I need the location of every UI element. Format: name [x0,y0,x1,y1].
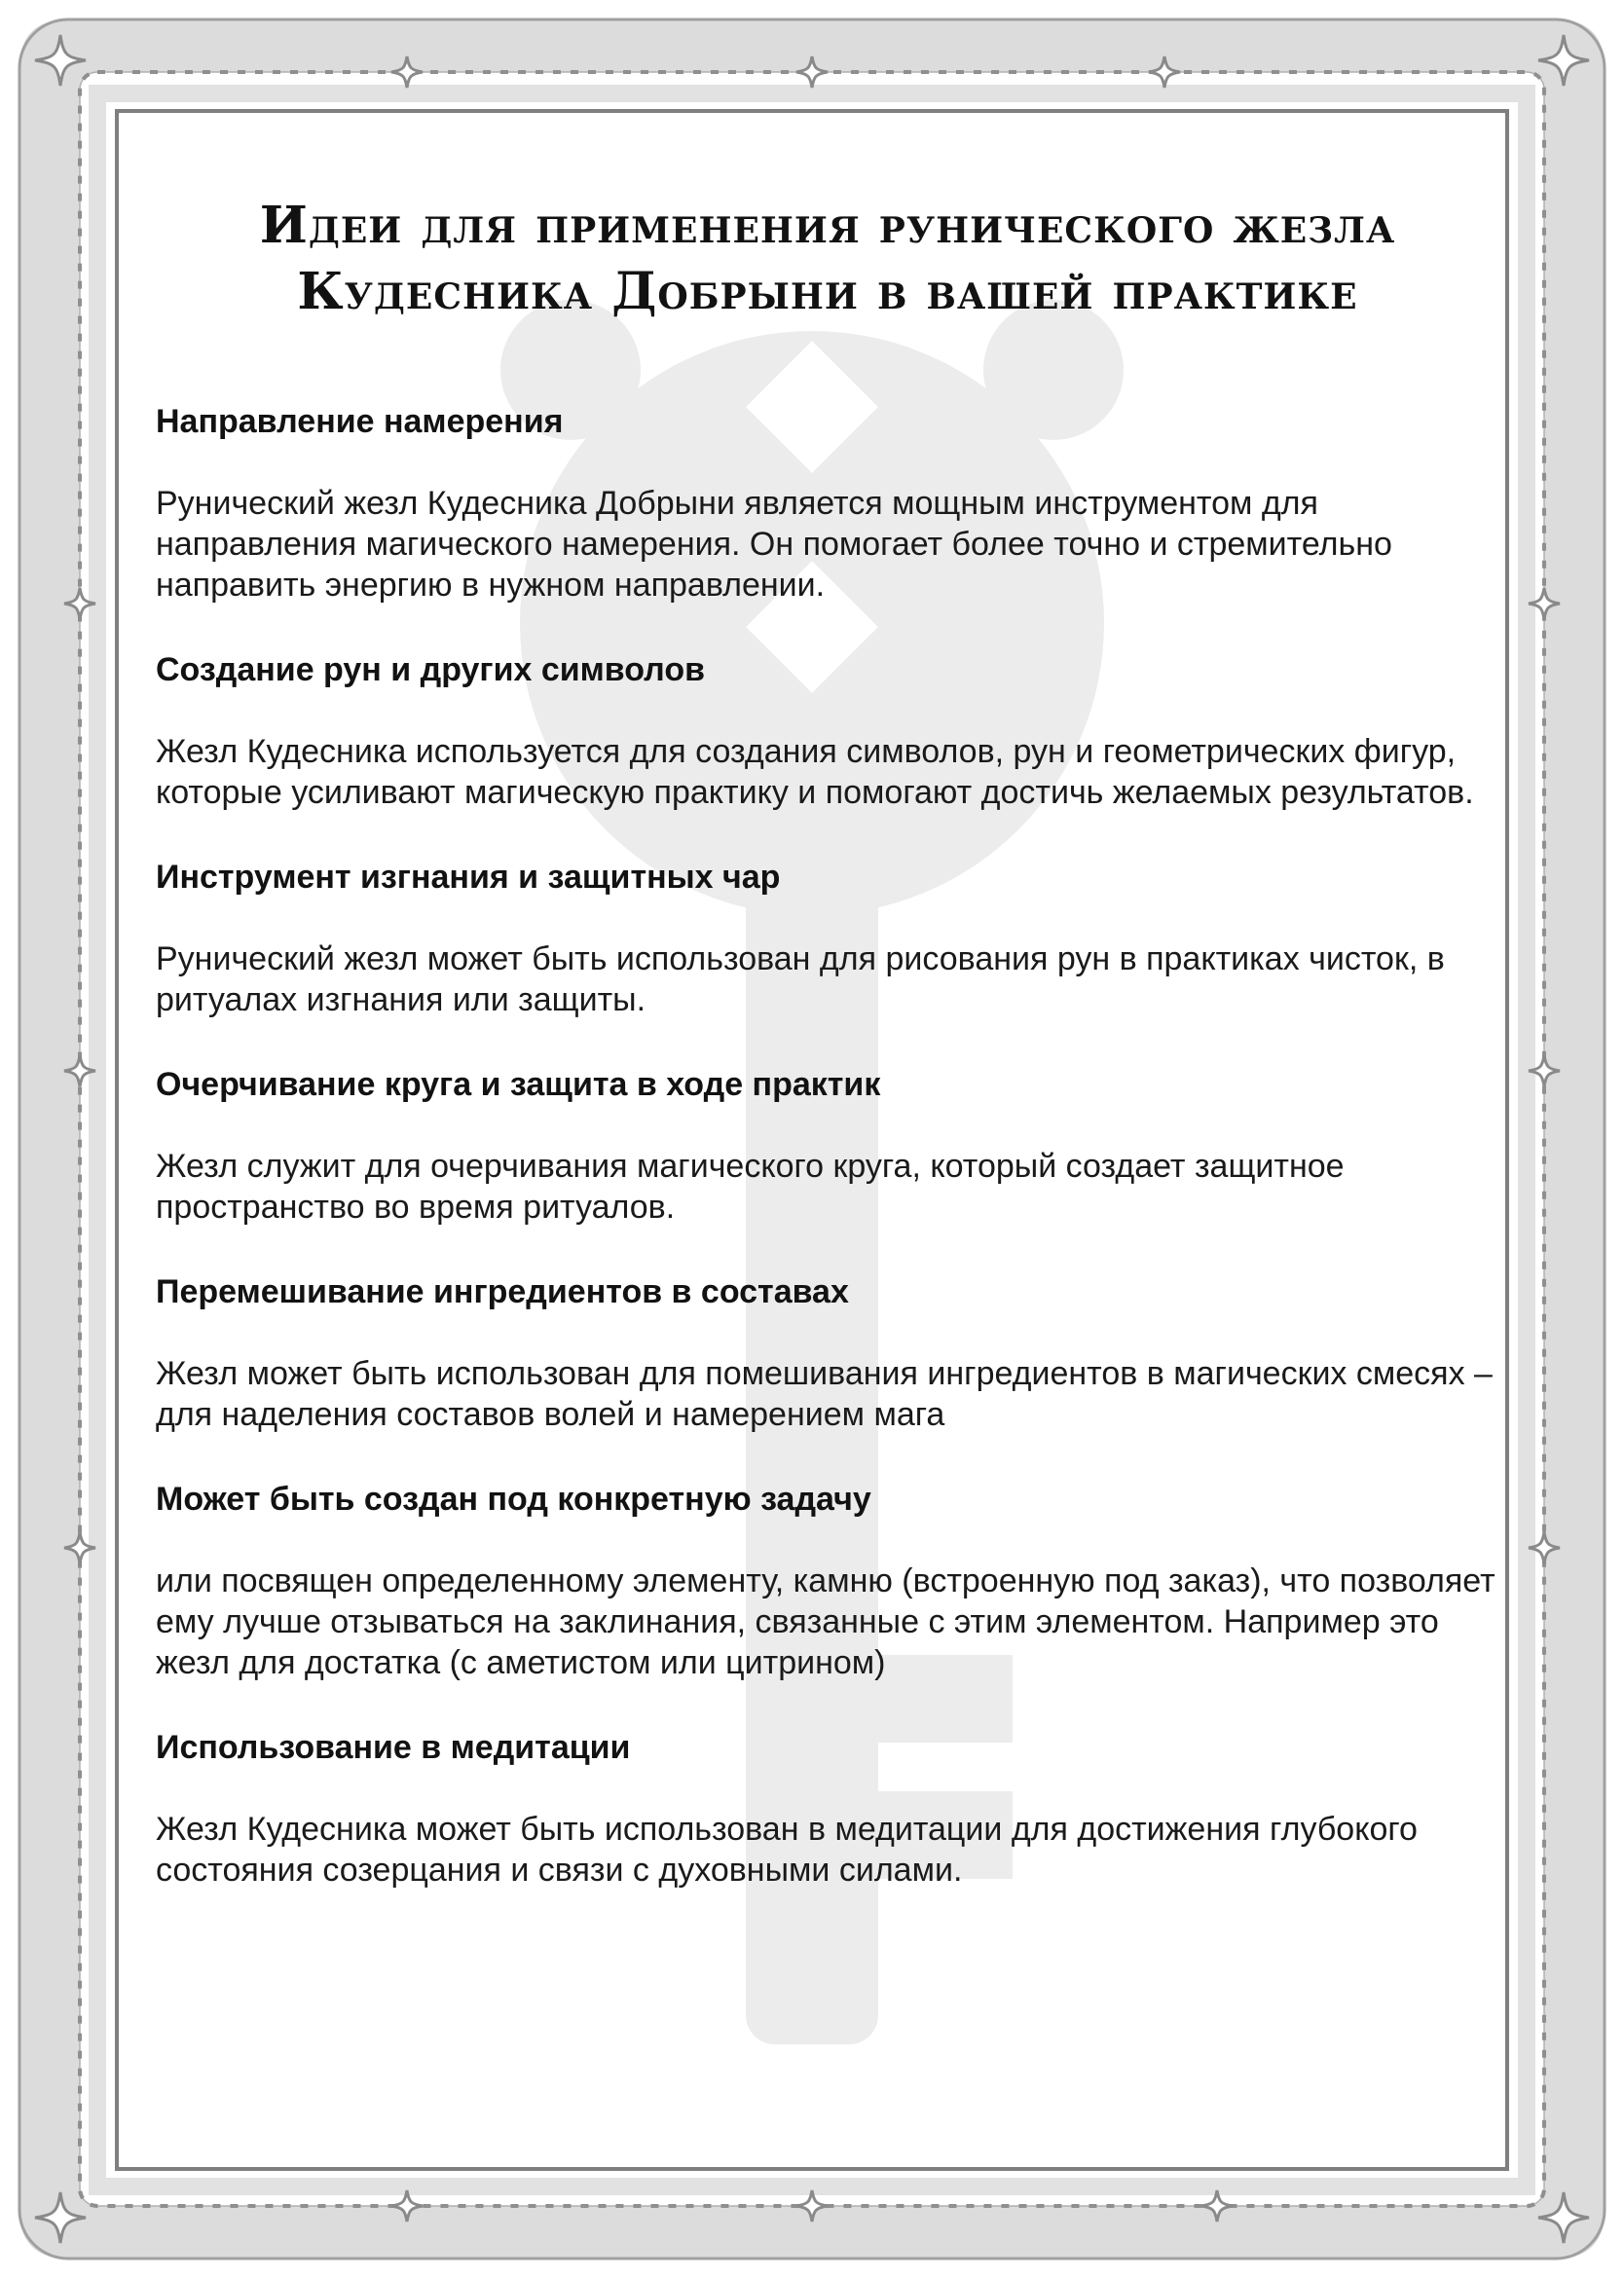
section [156,857,1499,1020]
section [156,401,1499,606]
section [156,1479,1499,1683]
section-heading: Очерчивание круга и защита в ходе практик [156,1066,881,1103]
document-title [156,193,1499,325]
document-page [156,136,1499,2220]
title-line-1: Идеи для применения рунического жезла [259,196,1396,255]
section-heading: Создание рун и других символов [156,651,706,688]
section-heading: Инструмент изгнания и защитных чар [156,859,781,896]
section-heading: Может быть создан под конкретную задачу [156,1481,871,1518]
section [156,1064,1499,1228]
sections-list [156,401,1499,1891]
section-heading: Использование в медитации [156,1729,631,1766]
title-line-2: Кудесника Добрыни в вашей практике [297,262,1358,321]
section-body: Жезл Кудесника может быть использован в медитации для достижения глубокого состояния созерцания и связи с духовными силами. [156,1811,1418,1889]
section-body: Рунический жезл может быть использован для рисования рун в практиках чисток, в ритуалах изгнания или защиты. [156,940,1445,1018]
section-body: или посвящен определенному элементу, камню (встроенную под заказ), что позволяет ему лучше отзываться на заклинания, связанные с этим элементом. Например это жезл для достатка (с аметистом или цитрином) [156,1562,1495,1681]
section [156,1727,1499,1891]
section-body: Жезл служит для очерчивания магического круга, который создает защитное пространство во время ритуалов. [156,1148,1345,1226]
section-body: Жезл может быть использован для помешивания ингредиентов в магических смесях – для наделения составов волей и намерением мага [156,1355,1493,1433]
section-heading: Направление намерения [156,403,564,440]
section [156,1271,1499,1435]
section-body: Рунический жезл Кудесника Добрыни является мощным инструментом для направления магического намерения. Он помогает более точно и стремительно направить энергию в нужном направлении. [156,485,1392,604]
section [156,649,1499,813]
section-heading: Перемешивание ингредиентов в составах [156,1273,849,1310]
section-body: Жезл Кудесника используется для создания символов, рун и геометрических фигур, которые усиливают магическую практику и помогают достичь желаемых результатов. [156,733,1474,811]
